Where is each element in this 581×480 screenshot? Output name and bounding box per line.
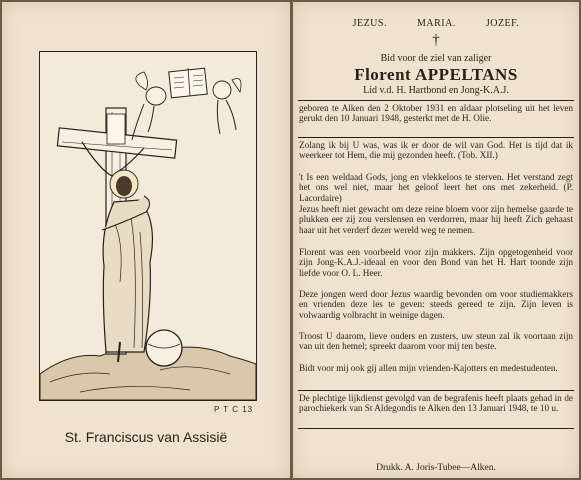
troost-paragraph: Troost U daarom, lieve ouders en zusters, uw steun zal ik voortaan zijn van uit den hemel; spreekt daarom voor mij ten beste. [299,331,573,352]
saint-embracing-crucifix-drawing [40,52,256,400]
birth-death-paragraph: geboren te Alken den 2 Oktober 1931 en aldaar plotseling uit het leven gerukt den 10 Januari 1948, gesterkt met de H. Olie. [299,103,573,124]
header-name-maria: MARIA. [416,18,456,29]
divider [298,137,574,138]
scripture-quote-paragraph: Zolang ik bij U was, was ik er door de wil van God. Het is tijd dat ik weerkeer tot Hem, die mij gezonden heeft. (Tob. XII.) [299,140,573,161]
bidt-paragraph: Bidt voor mij ook gij allen mijn vrienden-Kajotters en medestudenten. [299,363,558,373]
memorial-text-side [293,2,579,478]
crucifixion-illustration [39,51,257,401]
cross-icon: † [432,32,440,48]
printer-credit: Drukk. A. Joris-Tubee—Alken. [376,463,496,473]
jongen-paragraph: Deze jongen werd door Jezus waardig bevonden om voor studiemakkers en vrienden deze les te geven: steeds gereed te zijn. Zijn leven is volwaardig volbracht in weinige dagen. [299,289,573,320]
divider [298,428,574,429]
prayer-intro: Bid voor de ziel van zaliger [380,53,492,64]
header-name-jozef: JOZEF. [485,18,520,29]
header-name-jezus: JEZUS. [352,18,387,29]
divider [298,390,574,391]
membership-line: Lid v.d. H. Hartbond en Jong-K.A.J. [363,85,509,96]
weldaad-paragraph: 't Is een weldaad Gods, jong en vlekkeloos te sterven. Het verstand zegt het ons wel niet, maar het geloof leert het ons met zekerheid. (P. Lacordaire) [299,172,573,203]
holy-card-image-side [2,2,290,478]
reine-bloem-paragraph: Jezus heeft niet gewacht om deze reine bloem voor zijn hemelse gaarde te plukken eer zij zou verslensen en verdorren, maar hij heeft Zich gehaast haar uit het verderf dezer wereld weg te nemen. [299,204,573,235]
illustration-code: P T C 13 [214,405,254,414]
holy-family-header [293,18,579,29]
divider [298,100,574,101]
deceased-name: Florent APPELTANS [354,65,518,84]
funeral-paragraph: De plechtige lijkdienst gevolgd van de begrafenis heeft plaats gehad in de parochiekerk van St Aldegondis te Alken den 13 Januari 1948, te 10 u. [299,393,573,414]
voorbeeld-paragraph: Florent was een voorbeeld voor zijn makkers. Zijn opgetogenheid voor zijn Jong-K.A.J.-ideaal en voor den Bond van het H. Hart toonde zijn liefde voor O. L. Heer. [299,247,573,278]
saint-caption: St. Franciscus van Assisië [64,429,228,445]
